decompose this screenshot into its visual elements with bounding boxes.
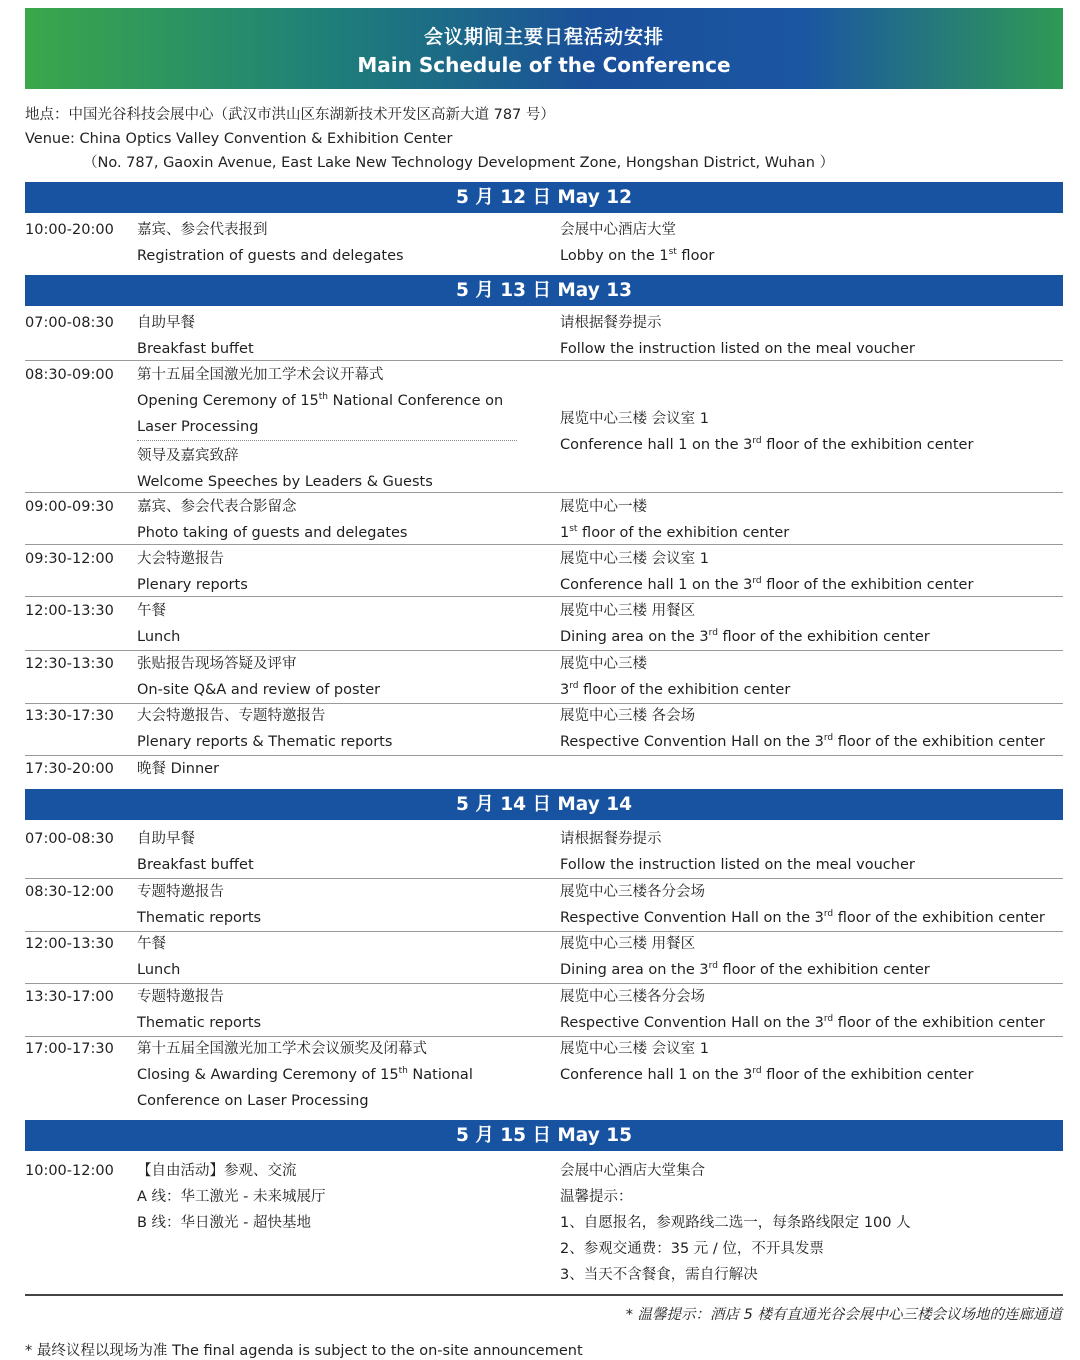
- final-agenda-note: * 最终议程以现场为准 The final agenda is subject to the on-site announcement: [25, 1343, 583, 1359]
- activity-cn: 嘉宾、参会代表报到: [137, 222, 268, 238]
- header-title-en: Main Schedule of the Conference: [357, 53, 731, 77]
- activity-cn: 嘉宾、参会代表合影留念: [137, 499, 297, 515]
- activity-en: Plenary reports & Thematic reports: [137, 734, 393, 750]
- schedule-row: [25, 879, 1063, 932]
- location-cn: 展览中心三楼 会议室 1: [560, 1041, 709, 1057]
- activity-en: Thematic reports: [137, 910, 262, 926]
- schedule-row: [25, 546, 1063, 597]
- location-en: Conference hall 1 on the 3rd floor of the exhibition center: [560, 1066, 974, 1083]
- row-location: [560, 546, 1063, 598]
- location-cn: 展览中心三楼 用餐区: [560, 936, 696, 952]
- location-en: Respective Convention Hall on the 3rd floor of the exhibition center: [560, 1014, 1045, 1031]
- row-activity: [137, 546, 537, 598]
- row-activity: [137, 984, 537, 1036]
- location-line: 温馨提示：: [560, 1189, 633, 1205]
- schedule-row: [25, 598, 1063, 651]
- row-location: [560, 984, 1070, 1036]
- location-en: Dining area on the 3rd floor of the exhibition center: [560, 961, 930, 978]
- row-time: 12:30-13:30: [25, 656, 114, 672]
- row-location: [560, 1158, 1063, 1288]
- schedule-row: [25, 1158, 1063, 1288]
- location-cn: 展览中心一楼: [560, 499, 647, 515]
- location-cn: 展览中心三楼各分会场: [560, 989, 705, 1005]
- row-time: 07:00-08:30: [25, 831, 114, 847]
- activity-cn: 大会特邀报告: [137, 551, 224, 567]
- location-cn: 展览中心三楼: [560, 656, 647, 672]
- row-activity: [137, 494, 537, 546]
- schedule-row: [25, 362, 1063, 493]
- activity-en: Plenary reports: [137, 577, 248, 593]
- day-header-may13: 5 月 13 日 May 13: [25, 275, 1063, 306]
- activity-line: 【自由活动】参观、交流: [137, 1163, 297, 1179]
- location-en: Follow the instruction listed on the meal voucher: [560, 341, 915, 357]
- day-header-may14: 5 月 14 日 May 14: [25, 789, 1063, 820]
- row-activity: [137, 1158, 537, 1236]
- location-en: Follow the instruction listed on the meal voucher: [560, 857, 915, 873]
- location-cn: 展览中心三楼 会议室 1: [560, 411, 709, 427]
- activity-en: Registration of guests and delegates: [137, 248, 404, 264]
- row-location: [560, 598, 1063, 650]
- activity-en: Lunch: [137, 962, 181, 978]
- activity-cn: 午餐: [137, 936, 166, 952]
- activity2-en: Welcome Speeches by Leaders & Guests: [137, 474, 433, 490]
- activity-line: B 线：华日激光 - 超快基地: [137, 1215, 312, 1231]
- location-line: 会展中心酒店大堂集合: [560, 1163, 705, 1179]
- row-time: 10:00-12:00: [25, 1163, 114, 1179]
- schedule-row: [25, 217, 1063, 269]
- row-time: 07:00-08:30: [25, 315, 114, 331]
- row-time: 13:30-17:00: [25, 989, 114, 1005]
- activity-cn: 自助早餐: [137, 831, 195, 847]
- schedule-row: [25, 826, 1063, 879]
- row-activity: [137, 879, 537, 931]
- row-time: 10:00-20:00: [25, 222, 114, 238]
- location-cn: 请根据餐券提示: [560, 315, 662, 331]
- venue-block: [25, 103, 834, 175]
- location-line: 2、参观交通费：35 元 / 位，不开具发票: [560, 1241, 824, 1257]
- location-en: Conference hall 1 on the 3rd floor of the exhibition center: [560, 576, 974, 593]
- activity-en: Lunch: [137, 629, 181, 645]
- row-activity: [137, 931, 537, 983]
- schedule-row: [25, 931, 1063, 984]
- day-header-may15: 5 月 15 日 May 15: [25, 1120, 1063, 1151]
- schedule-header: [25, 8, 1063, 89]
- header-title-cn: 会议期间主要日程活动安排: [423, 26, 664, 48]
- hotel-tip: * 温馨提示：酒店 5 楼有直通光谷会展中心三楼会议场地的连廊通道: [625, 1307, 1062, 1323]
- venue-cn: 地点：中国光谷科技会展中心（武汉市洪山区东湖新技术开发区高新大道 787 号）: [25, 107, 555, 123]
- activity-en: On-site Q&A and review of poster: [137, 682, 381, 698]
- location-en: Lobby on the 1st floor: [560, 247, 715, 264]
- row-activity: [137, 310, 537, 362]
- activity-cn: 专题特邀报告: [137, 989, 224, 1005]
- row-activity: [137, 703, 537, 755]
- activity-cn: 大会特邀报告、专题特邀报告: [137, 708, 326, 724]
- row-time: 09:30-12:00: [25, 551, 114, 567]
- activity-en: Opening Ceremony of 15th National Conference on: [137, 392, 504, 409]
- row-time: 08:30-09:00: [25, 367, 114, 383]
- schedule-row: [25, 310, 1063, 361]
- row-time: 17:30-20:00: [25, 761, 114, 777]
- row-location: [560, 826, 1063, 878]
- dotted-divider: [137, 440, 517, 441]
- row-location: [560, 651, 1063, 703]
- activity-en: Thematic reports: [137, 1015, 262, 1031]
- schedule-row: [25, 651, 1063, 704]
- location-cn: 展览中心三楼 各会场: [560, 708, 696, 724]
- location-cn: 会展中心酒店大堂: [560, 222, 676, 238]
- footer-divider: [25, 1294, 1063, 1296]
- row-time: 12:00-13:30: [25, 603, 114, 619]
- schedule-row: [25, 494, 1063, 545]
- activity-cn: 张贴报告现场答疑及评审: [137, 656, 297, 672]
- location-cn: 展览中心三楼各分会场: [560, 884, 705, 900]
- row-activity: 晚餐 Dinner: [137, 761, 220, 777]
- location-en: Respective Convention Hall on the 3rd floor of the exhibition center: [560, 909, 1045, 926]
- location-en: 1st floor of the exhibition center: [560, 524, 790, 541]
- activity-en-cont: Laser Processing: [137, 419, 259, 435]
- row-activity: [137, 598, 537, 650]
- location-cn: 展览中心三楼 会议室 1: [560, 551, 709, 567]
- location-cn: 展览中心三楼 用餐区: [560, 603, 696, 619]
- schedule-row: [25, 1036, 1063, 1114]
- row-location: [560, 406, 1063, 458]
- activity-en-cont: Conference on Laser Processing: [137, 1093, 369, 1109]
- day-header-may12: 5 月 12 日 May 12: [25, 182, 1063, 213]
- location-en: Dining area on the 3rd floor of the exhibition center: [560, 628, 930, 645]
- activity-cn: 午餐: [137, 603, 166, 619]
- location-cn: 请根据餐券提示: [560, 831, 662, 847]
- row-activity: [137, 362, 537, 495]
- row-activity: [137, 217, 537, 269]
- row-time: 09:00-09:30: [25, 499, 114, 515]
- location-en: Respective Convention Hall on the 3rd floor of the exhibition center: [560, 733, 1045, 750]
- row-activity: [137, 1036, 557, 1114]
- row-activity: [137, 826, 537, 878]
- activity2-cn: 领导及嘉宾致辞: [137, 448, 239, 464]
- activity-en: Breakfast buffet: [137, 857, 254, 873]
- activity-cn: 专题特邀报告: [137, 884, 224, 900]
- location-line: 3、当天不含餐食，需自行解决: [560, 1267, 758, 1283]
- schedule-row: [25, 756, 1063, 782]
- row-time: 12:00-13:30: [25, 936, 114, 952]
- activity-en: Photo taking of guests and delegates: [137, 525, 408, 541]
- row-location: [560, 494, 1063, 546]
- activity-line: A 线：华工激光 - 未来城展厅: [137, 1189, 326, 1205]
- schedule-row: [25, 984, 1063, 1037]
- row-time: 08:30-12:00: [25, 884, 114, 900]
- row-location: [560, 703, 1070, 755]
- row-activity: [137, 651, 537, 703]
- activity-en: Breakfast buffet: [137, 341, 254, 357]
- location-en: 3rd floor of the exhibition center: [560, 681, 791, 698]
- row-location: [560, 931, 1063, 983]
- schedule-row: [25, 703, 1063, 756]
- venue-en: Venue: China Optics Valley Convention & Exhibition Center: [25, 131, 453, 147]
- location-line: 1、自愿报名，参观路线二选一，每条路线限定 100 人: [560, 1215, 911, 1231]
- activity-en: Closing & Awarding Ceremony of 15th National: [137, 1066, 473, 1083]
- row-location: [560, 310, 1063, 362]
- activity-cn: 自助早餐: [137, 315, 195, 331]
- activity-cn: 第十五届全国激光加工学术会议开幕式: [137, 367, 384, 383]
- row-location: [560, 217, 1063, 269]
- row-time: 13:30-17:30: [25, 708, 114, 724]
- venue-address: （No. 787, Gaoxin Avenue, East Lake New Technology Development Zone, Hongshan District, Wuhan ）: [83, 155, 835, 171]
- location-en: Conference hall 1 on the 3rd floor of the exhibition center: [560, 436, 974, 453]
- row-time: 17:00-17:30: [25, 1041, 114, 1057]
- activity-cn: 第十五届全国激光加工学术会议颁奖及闭幕式: [137, 1041, 427, 1057]
- row-location: [560, 1036, 1063, 1088]
- row-location: [560, 879, 1070, 931]
